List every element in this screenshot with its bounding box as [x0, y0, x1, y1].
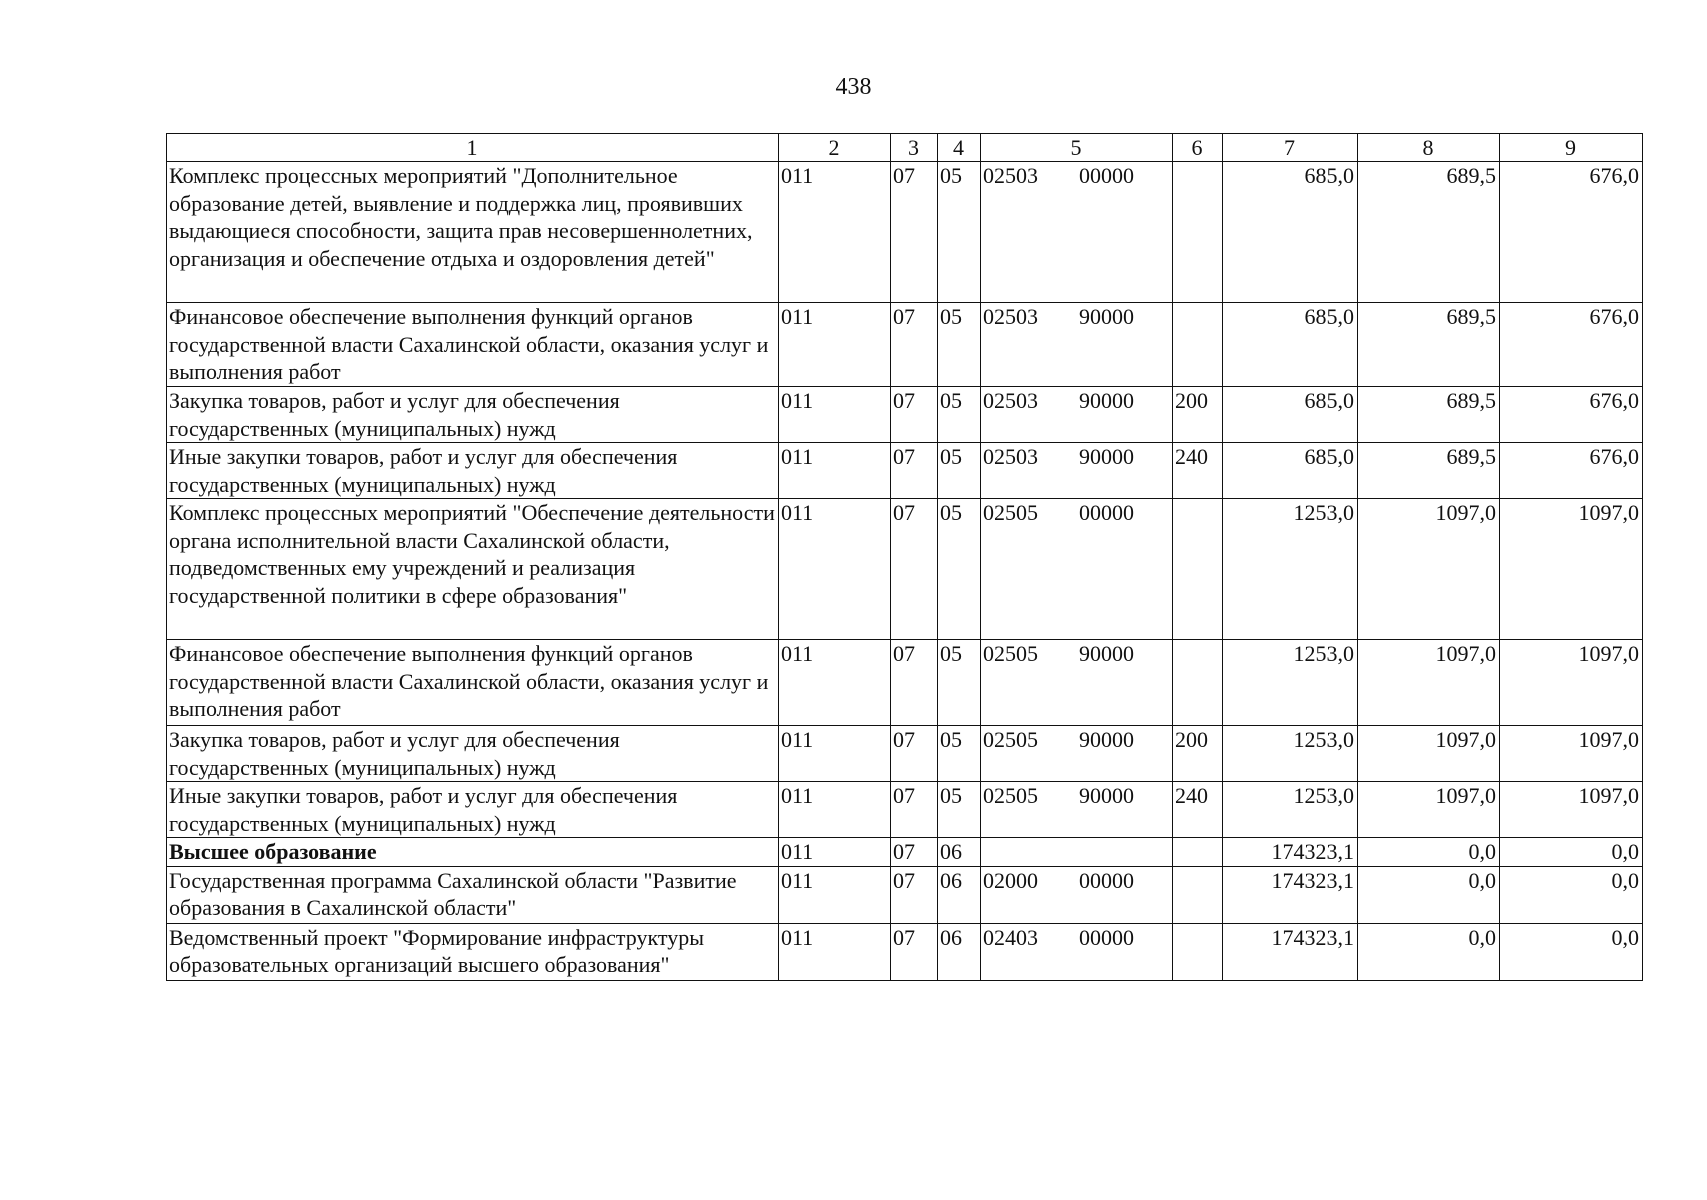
target-article-part1: 02505 — [983, 500, 1038, 525]
target-article-part2: 90000 — [1079, 783, 1134, 808]
ministry-code: 011 — [779, 923, 891, 980]
section-code: 07 — [891, 303, 938, 387]
header-cell: 7 — [1223, 134, 1358, 162]
ministry-code: 011 — [779, 640, 891, 726]
row-name: Комплекс процессных мероприятий "Дополнительное образование детей, выявление и поддержка лиц, проявивших выдающиеся способности, защита прав несовершеннолетних, организация и обеспечение отдыха и оздоровления детей" — [167, 162, 779, 303]
page-number: 438 — [835, 74, 872, 100]
target-article-cell — [981, 726, 1173, 782]
subsection-code: 05 — [938, 499, 981, 640]
table-header-row — [167, 134, 1643, 162]
target-article-part2: 90000 — [1079, 304, 1134, 329]
table-row — [167, 162, 1643, 303]
expense-type-code: 240 — [1173, 782, 1223, 838]
amount-col8: 1097,0 — [1358, 499, 1500, 640]
row-name: Государственная программа Сахалинской области "Развитие образования в Сахалинской области" — [167, 866, 779, 923]
amount-col7: 174323,1 — [1223, 923, 1358, 980]
amount-col9: 676,0 — [1500, 303, 1643, 387]
row-name: Иные закупки товаров, работ и услуг для обеспечения государственных (муниципальных) нужд — [167, 782, 779, 838]
row-name: Финансовое обеспечение выполнения функций органов государственной власти Сахалинской области, оказания услуг и выполнения работ — [167, 303, 779, 387]
expense-type-code — [1173, 866, 1223, 923]
header-cell: 1 — [167, 134, 779, 162]
amount-col8: 1097,0 — [1358, 726, 1500, 782]
ministry-code: 011 — [779, 443, 891, 499]
target-article-cell — [981, 499, 1173, 640]
amount-col8: 0,0 — [1358, 838, 1500, 867]
expense-type-code — [1173, 838, 1223, 867]
section-code: 07 — [891, 923, 938, 980]
target-article-part2: 90000 — [1079, 641, 1134, 666]
target-article-cell — [981, 923, 1173, 980]
header-cell: 3 — [891, 134, 938, 162]
section-code: 07 — [891, 838, 938, 867]
section-code: 07 — [891, 866, 938, 923]
ministry-code: 011 — [779, 162, 891, 303]
amount-col7: 1253,0 — [1223, 782, 1358, 838]
amount-col9: 676,0 — [1500, 162, 1643, 303]
table-row — [167, 499, 1643, 640]
target-article-cell — [981, 838, 1173, 867]
expense-type-code: 200 — [1173, 387, 1223, 443]
target-article-part1: 02503 — [983, 163, 1038, 188]
table-row — [167, 640, 1643, 726]
amount-col9: 1097,0 — [1500, 782, 1643, 838]
subsection-code: 05 — [938, 303, 981, 387]
ministry-code: 011 — [779, 866, 891, 923]
ministry-code: 011 — [779, 303, 891, 387]
section-code: 07 — [891, 443, 938, 499]
table-row — [167, 782, 1643, 838]
table-row — [167, 838, 1643, 867]
target-article-cell — [981, 303, 1173, 387]
section-code: 07 — [891, 499, 938, 640]
target-article-cell — [981, 387, 1173, 443]
expense-type-code — [1173, 303, 1223, 387]
target-article-part1: 02503 — [983, 304, 1038, 329]
amount-col8: 689,5 — [1358, 303, 1500, 387]
target-article-cell — [981, 782, 1173, 838]
expense-type-code — [1173, 162, 1223, 303]
section-code: 07 — [891, 726, 938, 782]
target-article-part1: 02505 — [983, 727, 1038, 752]
target-article-part2: 00000 — [1079, 163, 1134, 188]
target-article-part1: 02403 — [983, 924, 1038, 950]
ministry-code: 011 — [779, 726, 891, 782]
amount-col7: 685,0 — [1223, 387, 1358, 443]
target-article-part2: 00000 — [1079, 867, 1134, 893]
expense-type-code: 240 — [1173, 443, 1223, 499]
row-name: Иные закупки товаров, работ и услуг для обеспечения государственных (муниципальных) нужд — [167, 443, 779, 499]
amount-col9: 676,0 — [1500, 387, 1643, 443]
budget-table — [166, 133, 1643, 981]
row-name: Комплекс процессных мероприятий "Обеспечение деятельности органа исполнительной власти Сахалинской области, подведомственных ему учреждений и реализация государственной политики в сфере образования" — [167, 499, 779, 640]
header-cell: 8 — [1358, 134, 1500, 162]
header-cell: 9 — [1500, 134, 1643, 162]
header-cell: 5 — [981, 134, 1173, 162]
subsection-code: 06 — [938, 923, 981, 980]
target-article-part1: 02505 — [983, 641, 1038, 666]
amount-col7: 174323,1 — [1223, 838, 1358, 867]
amount-col7: 174323,1 — [1223, 866, 1358, 923]
subsection-code: 05 — [938, 387, 981, 443]
row-name: Ведомственный проект "Формирование инфраструктуры образовательных организаций высшего образования" — [167, 923, 779, 980]
section-code: 07 — [891, 162, 938, 303]
expense-type-code — [1173, 923, 1223, 980]
amount-col9: 0,0 — [1500, 838, 1643, 867]
amount-col8: 689,5 — [1358, 387, 1500, 443]
table-row — [167, 923, 1643, 980]
subsection-code: 05 — [938, 726, 981, 782]
subsection-code: 05 — [938, 162, 981, 303]
amount-col7: 685,0 — [1223, 162, 1358, 303]
amount-col8: 689,5 — [1358, 443, 1500, 499]
section-code: 07 — [891, 640, 938, 726]
target-article-part1: 02503 — [983, 444, 1038, 469]
amount-col7: 1253,0 — [1223, 640, 1358, 726]
amount-col9: 1097,0 — [1500, 640, 1643, 726]
ministry-code: 011 — [779, 838, 891, 867]
row-name: Закупка товаров, работ и услуг для обеспечения государственных (муниципальных) нужд — [167, 387, 779, 443]
amount-col8: 1097,0 — [1358, 640, 1500, 726]
header-cell: 6 — [1173, 134, 1223, 162]
amount-col8: 1097,0 — [1358, 782, 1500, 838]
target-article-part2: 90000 — [1079, 388, 1134, 413]
subsection-code: 06 — [938, 838, 981, 867]
amount-col9: 676,0 — [1500, 443, 1643, 499]
table-row — [167, 443, 1643, 499]
table-row — [167, 866, 1643, 923]
expense-type-code — [1173, 640, 1223, 726]
expense-type-code: 200 — [1173, 726, 1223, 782]
ministry-code: 011 — [779, 387, 891, 443]
target-article-part1: 02000 — [983, 867, 1038, 893]
target-article-part2: 90000 — [1079, 727, 1134, 752]
row-name: Высшее образование — [167, 838, 779, 867]
amount-col7: 1253,0 — [1223, 726, 1358, 782]
amount-col9: 0,0 — [1500, 866, 1643, 923]
target-article-part1: 02503 — [983, 388, 1038, 413]
target-article-cell — [981, 640, 1173, 726]
subsection-code: 05 — [938, 640, 981, 726]
table-row — [167, 303, 1643, 387]
target-article-part2: 00000 — [1079, 500, 1134, 525]
amount-col9: 1097,0 — [1500, 726, 1643, 782]
amount-col8: 0,0 — [1358, 866, 1500, 923]
target-article-cell — [981, 162, 1173, 303]
target-article-part2: 00000 — [1079, 924, 1134, 950]
target-article-part1: 02505 — [983, 783, 1038, 808]
amount-col8: 0,0 — [1358, 923, 1500, 980]
subsection-code: 05 — [938, 443, 981, 499]
subsection-code: 05 — [938, 782, 981, 838]
row-name: Финансовое обеспечение выполнения функций органов государственной власти Сахалинской области, оказания услуг и выполнения работ — [167, 640, 779, 726]
target-article-cell — [981, 866, 1173, 923]
target-article-cell — [981, 443, 1173, 499]
subsection-code: 06 — [938, 866, 981, 923]
section-code: 07 — [891, 387, 938, 443]
ministry-code: 011 — [779, 782, 891, 838]
header-cell: 2 — [779, 134, 891, 162]
target-article-part2: 90000 — [1079, 444, 1134, 469]
amount-col7: 685,0 — [1223, 443, 1358, 499]
header-cell: 4 — [938, 134, 981, 162]
expense-type-code — [1173, 499, 1223, 640]
table-row — [167, 387, 1643, 443]
amount-col7: 685,0 — [1223, 303, 1358, 387]
amount-col9: 1097,0 — [1500, 499, 1643, 640]
amount-col8: 689,5 — [1358, 162, 1500, 303]
row-name: Закупка товаров, работ и услуг для обеспечения государственных (муниципальных) нужд — [167, 726, 779, 782]
section-code: 07 — [891, 782, 938, 838]
ministry-code: 011 — [779, 499, 891, 640]
amount-col9: 0,0 — [1500, 923, 1643, 980]
amount-col7: 1253,0 — [1223, 499, 1358, 640]
table-row — [167, 726, 1643, 782]
